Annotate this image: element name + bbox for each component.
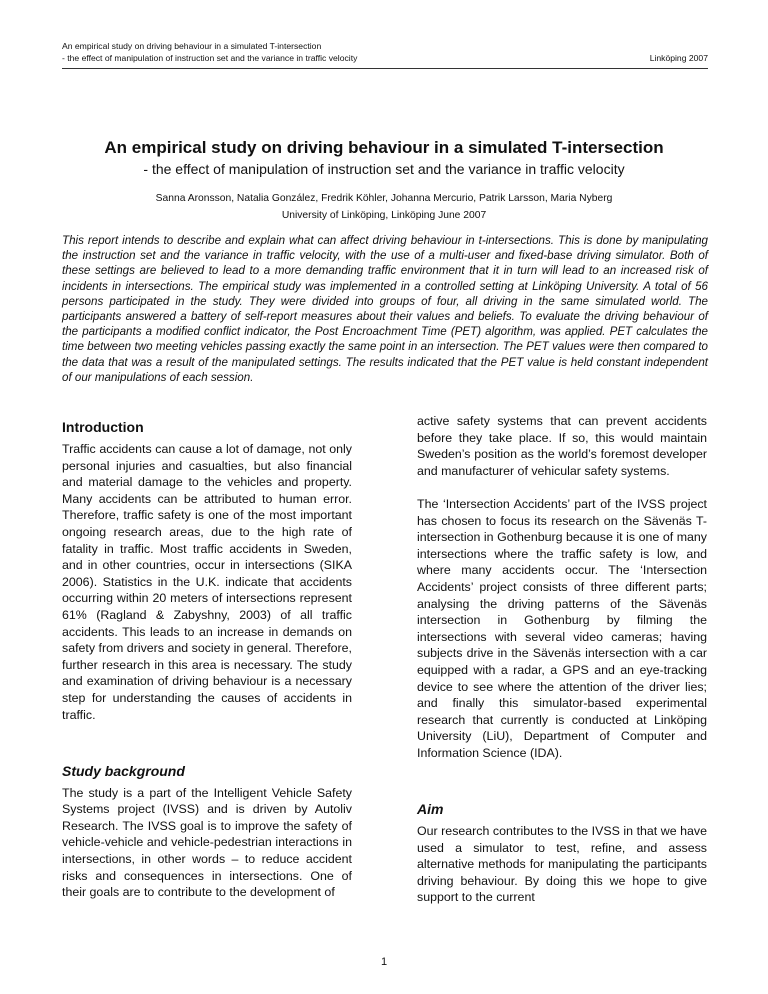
running-header-location-year: Linköping 2007: [649, 53, 708, 63]
study-background-text: The study is a part of the Intelligent Vehicle Safety Systems project (IVSS) and is driven by Autoliv Research. The IVSS goal is to improve the safety of vehicle-vehicle and vehicle-pedestrian interactions in intersections, in other words – to reduce accident risks and consequences in intersections. One of their goals are to contribute to the development of: [62, 785, 352, 900]
running-header-title-line1: An empirical study on driving behaviour in a simulated T-intersection: [62, 41, 322, 51]
aim-heading: Aim: [417, 801, 444, 818]
aim-text: Our research contributes to the IVSS in that we have used a simulator to test, refine, and assess alternative methods for manipulating the participants driving behaviour. By doing this we hope to give support to the current: [417, 824, 707, 905]
introduction-text: Traffic accidents can cause a lot of damage, not only personal injuries and casualties, but also financial and material damage to the vehicles and property. Many accidents can be attributed to human error. Therefore, traffic safety is one of the most important ongoing research areas, due to the high rate of fatality in traffic. Most traffic accidents in Sweden, and in other countries, occur in intersections (SIKA 2006). Statistics in the U.K. indicate that accidents occurring within 20 meters of intersections represent 61% (Ragland & Zabyshny, 2003) of all traffic accidents. This leads to an increase in demands on safety from drivers and society in general. Therefore, further research in this area is necessary. The study and examination of driving behaviour is a necessary step for understanding the causes of accidents in traffic.: [62, 442, 352, 722]
header-rule: [62, 68, 708, 69]
right-column: [417, 413, 707, 923]
section-gap: [62, 740, 352, 762]
right-column-paragraph-2: The ‘Intersection Accidents’ part of the IVSS project has chosen to focus its research on the Sävenäs T-intersection in Gothenburg because it is one of many intersections where the traffic safety is low, and where many accidents occur. The ‘Intersection Accidents’ project consists of three different parts; analysing the driving patterns of the Sävenäs intersection in Gothenburg by filming the intersections with several video cameras; having subjects drive in the Sävenäs intersection with a car equipped with a radar, a GPS and an eye-tracking device to see where the attention of the driver lies; and finally this simulator-based experimental research that currently is conducted at Linköping University (LiU), Department of Computer and Information Science (IDA).: [417, 496, 707, 760]
paper-title: An empirical study on driving behaviour in a simulated T-intersection: [104, 138, 664, 157]
study-background-heading: Study background: [62, 762, 185, 779]
author-list: Sanna Aronsson, Natalia González, Fredrik Köhler, Johanna Mercurio, Patrik Larsson, Maria Nyberg: [155, 193, 613, 204]
right-column-paragraph-1: active safety systems that can prevent accidents before they take place. If so, this would maintain Sweden’s position as the world’s foremost developer and manufacturer of vehicular safety systems.: [417, 414, 707, 478]
paper-subtitle: - the effect of manipulation of instruction set and the variance in traffic velocity: [143, 161, 625, 177]
affiliation: University of Linköping, Linköping June 2007: [281, 210, 487, 221]
running-header-title-line2: - the effect of manipulation of instruction set and the variance in traffic velocity: [62, 53, 358, 63]
section-gap: [417, 778, 707, 800]
page-number: 1: [380, 956, 388, 968]
left-column: [62, 418, 352, 917]
introduction-heading: Introduction: [62, 419, 144, 435]
abstract: This report intends to describe and explain what can affect driving behaviour in t-intersections. This is done by manipulating the instruction set and the variance in traffic velocity, with the use of a multi-user and fixed-base driving simulator. Both of these settings are believed to lead to a more demanding traffic environment that it in turn will lead to an increased risk of incidents in intersections. The empirical study was implemented in a controlled setting at Linköping University. A total of 56 persons participated in the study. They were divided into groups of four, all driving in the same simulated world. The participants answered a battery of self-report measures about their values and beliefs. To evaluate the driving behaviour of the participants a modified conflict indicator, the Post Encroachment Time (PET) algorithm, was applied. PET calculates the time between two meeting vehicles passing exactly the same point in an intersection. The PET values were then compared to the data that was a result of the manipulated settings. The results indicated that the PET value is held constant independent of our manipulations of each session.: [62, 234, 708, 384]
